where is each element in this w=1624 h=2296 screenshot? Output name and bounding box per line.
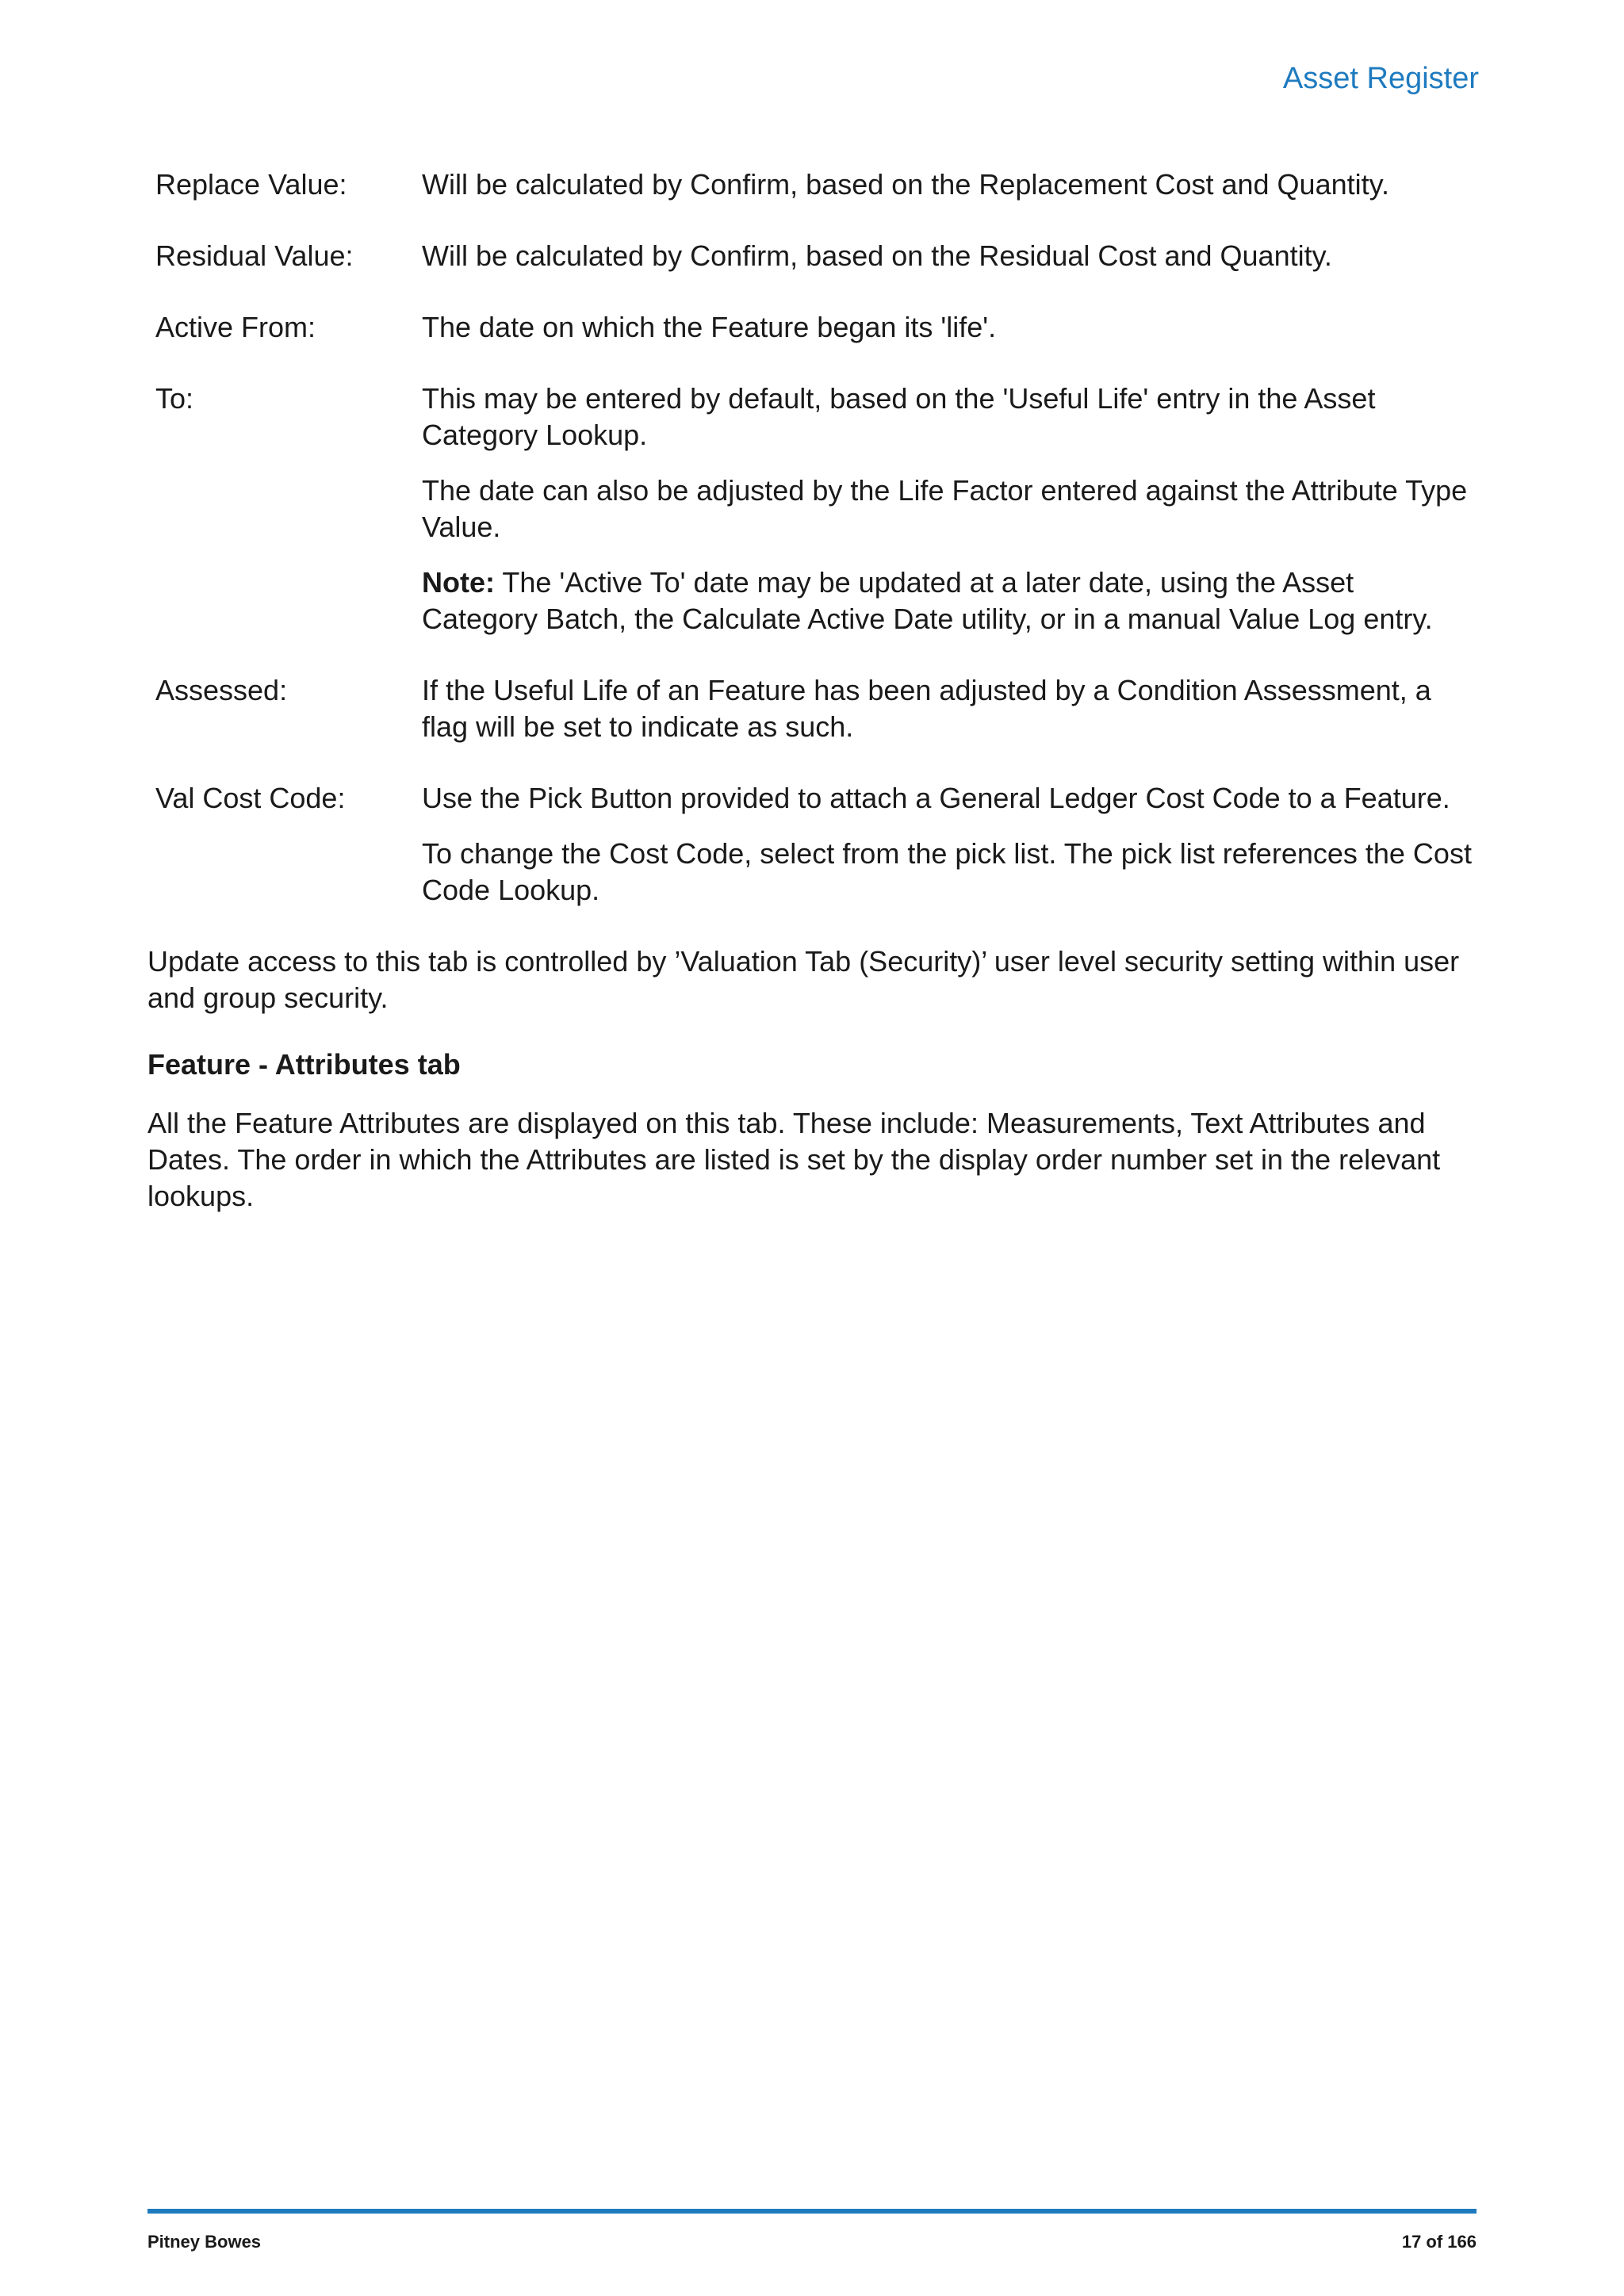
field-note	[422, 564, 1477, 637]
note-label: Note:	[422, 566, 495, 599]
field-label: Assessed:	[155, 674, 288, 706]
field-row-to	[155, 381, 1477, 637]
field-description	[422, 381, 1477, 637]
field-label: Val Cost Code:	[155, 782, 346, 814]
access-note: Update access to this tab is controlled by ’Valuation Tab (Security)’ user level security setting within user and group security.	[147, 945, 1460, 1014]
field-description-text: The date can also be adjusted by the Life Factor entered against the Attribute Type Value.	[422, 474, 1468, 543]
field-description	[422, 166, 1477, 203]
field-row-assessed	[155, 672, 1477, 745]
field-label: Residual Value:	[155, 239, 354, 272]
field-description	[422, 238, 1477, 274]
field-description-text: To change the Cost Code, select from the pick list. The pick list references the Cost Code Lookup.	[422, 837, 1472, 906]
field-description-text: Will be calculated by Confirm, based on the Residual Cost and Quantity.	[422, 239, 1332, 272]
footer-divider	[147, 2209, 1477, 2214]
field-description-text: If the Useful Life of an Feature has been adjusted by a Condition Assessment, a flag will be set to indicate as such.	[422, 674, 1431, 743]
field-label: Replace Value:	[155, 168, 347, 201]
field-description	[422, 309, 1477, 346]
footer-company: Pitney Bowes	[147, 2232, 262, 2252]
field-description	[422, 780, 1477, 909]
field-description-text: This may be entered by default, based on the 'Useful Life' entry in the Asset Category Lookup.	[422, 382, 1376, 451]
field-label: To:	[155, 382, 194, 415]
section-heading: Feature - Attributes tab	[147, 1048, 461, 1081]
document-body	[147, 166, 1477, 1245]
page-header-title: Asset Register	[1282, 62, 1479, 95]
field-label: Active From:	[155, 311, 316, 343]
section-text: All the Feature Attributes are displayed on this tab. These include: Measurements, Text Attributes and Dates. The order in which the Attributes are listed is set by the display order number set in the relevant lookups.	[147, 1107, 1441, 1212]
note-text: The 'Active To' date may be updated at a later date, using the Asset Category Batch, the Calculate Active Date utility, or in a manual Value Log entry.	[422, 566, 1433, 635]
field-row-residual-value	[155, 238, 1477, 274]
field-row-replace-value	[155, 166, 1477, 203]
footer-page-number: 17 of 166	[1401, 2232, 1477, 2252]
field-description-text: The date on which the Feature began its 'life'.	[422, 311, 997, 343]
field-description	[422, 672, 1477, 745]
field-description-text: Will be calculated by Confirm, based on the Replacement Cost and Quantity.	[422, 168, 1389, 201]
field-description-text: Use the Pick Button provided to attach a General Ledger Cost Code to a Feature.	[422, 782, 1450, 814]
field-row-val-cost-code	[155, 780, 1477, 909]
field-row-active-from	[155, 309, 1477, 346]
